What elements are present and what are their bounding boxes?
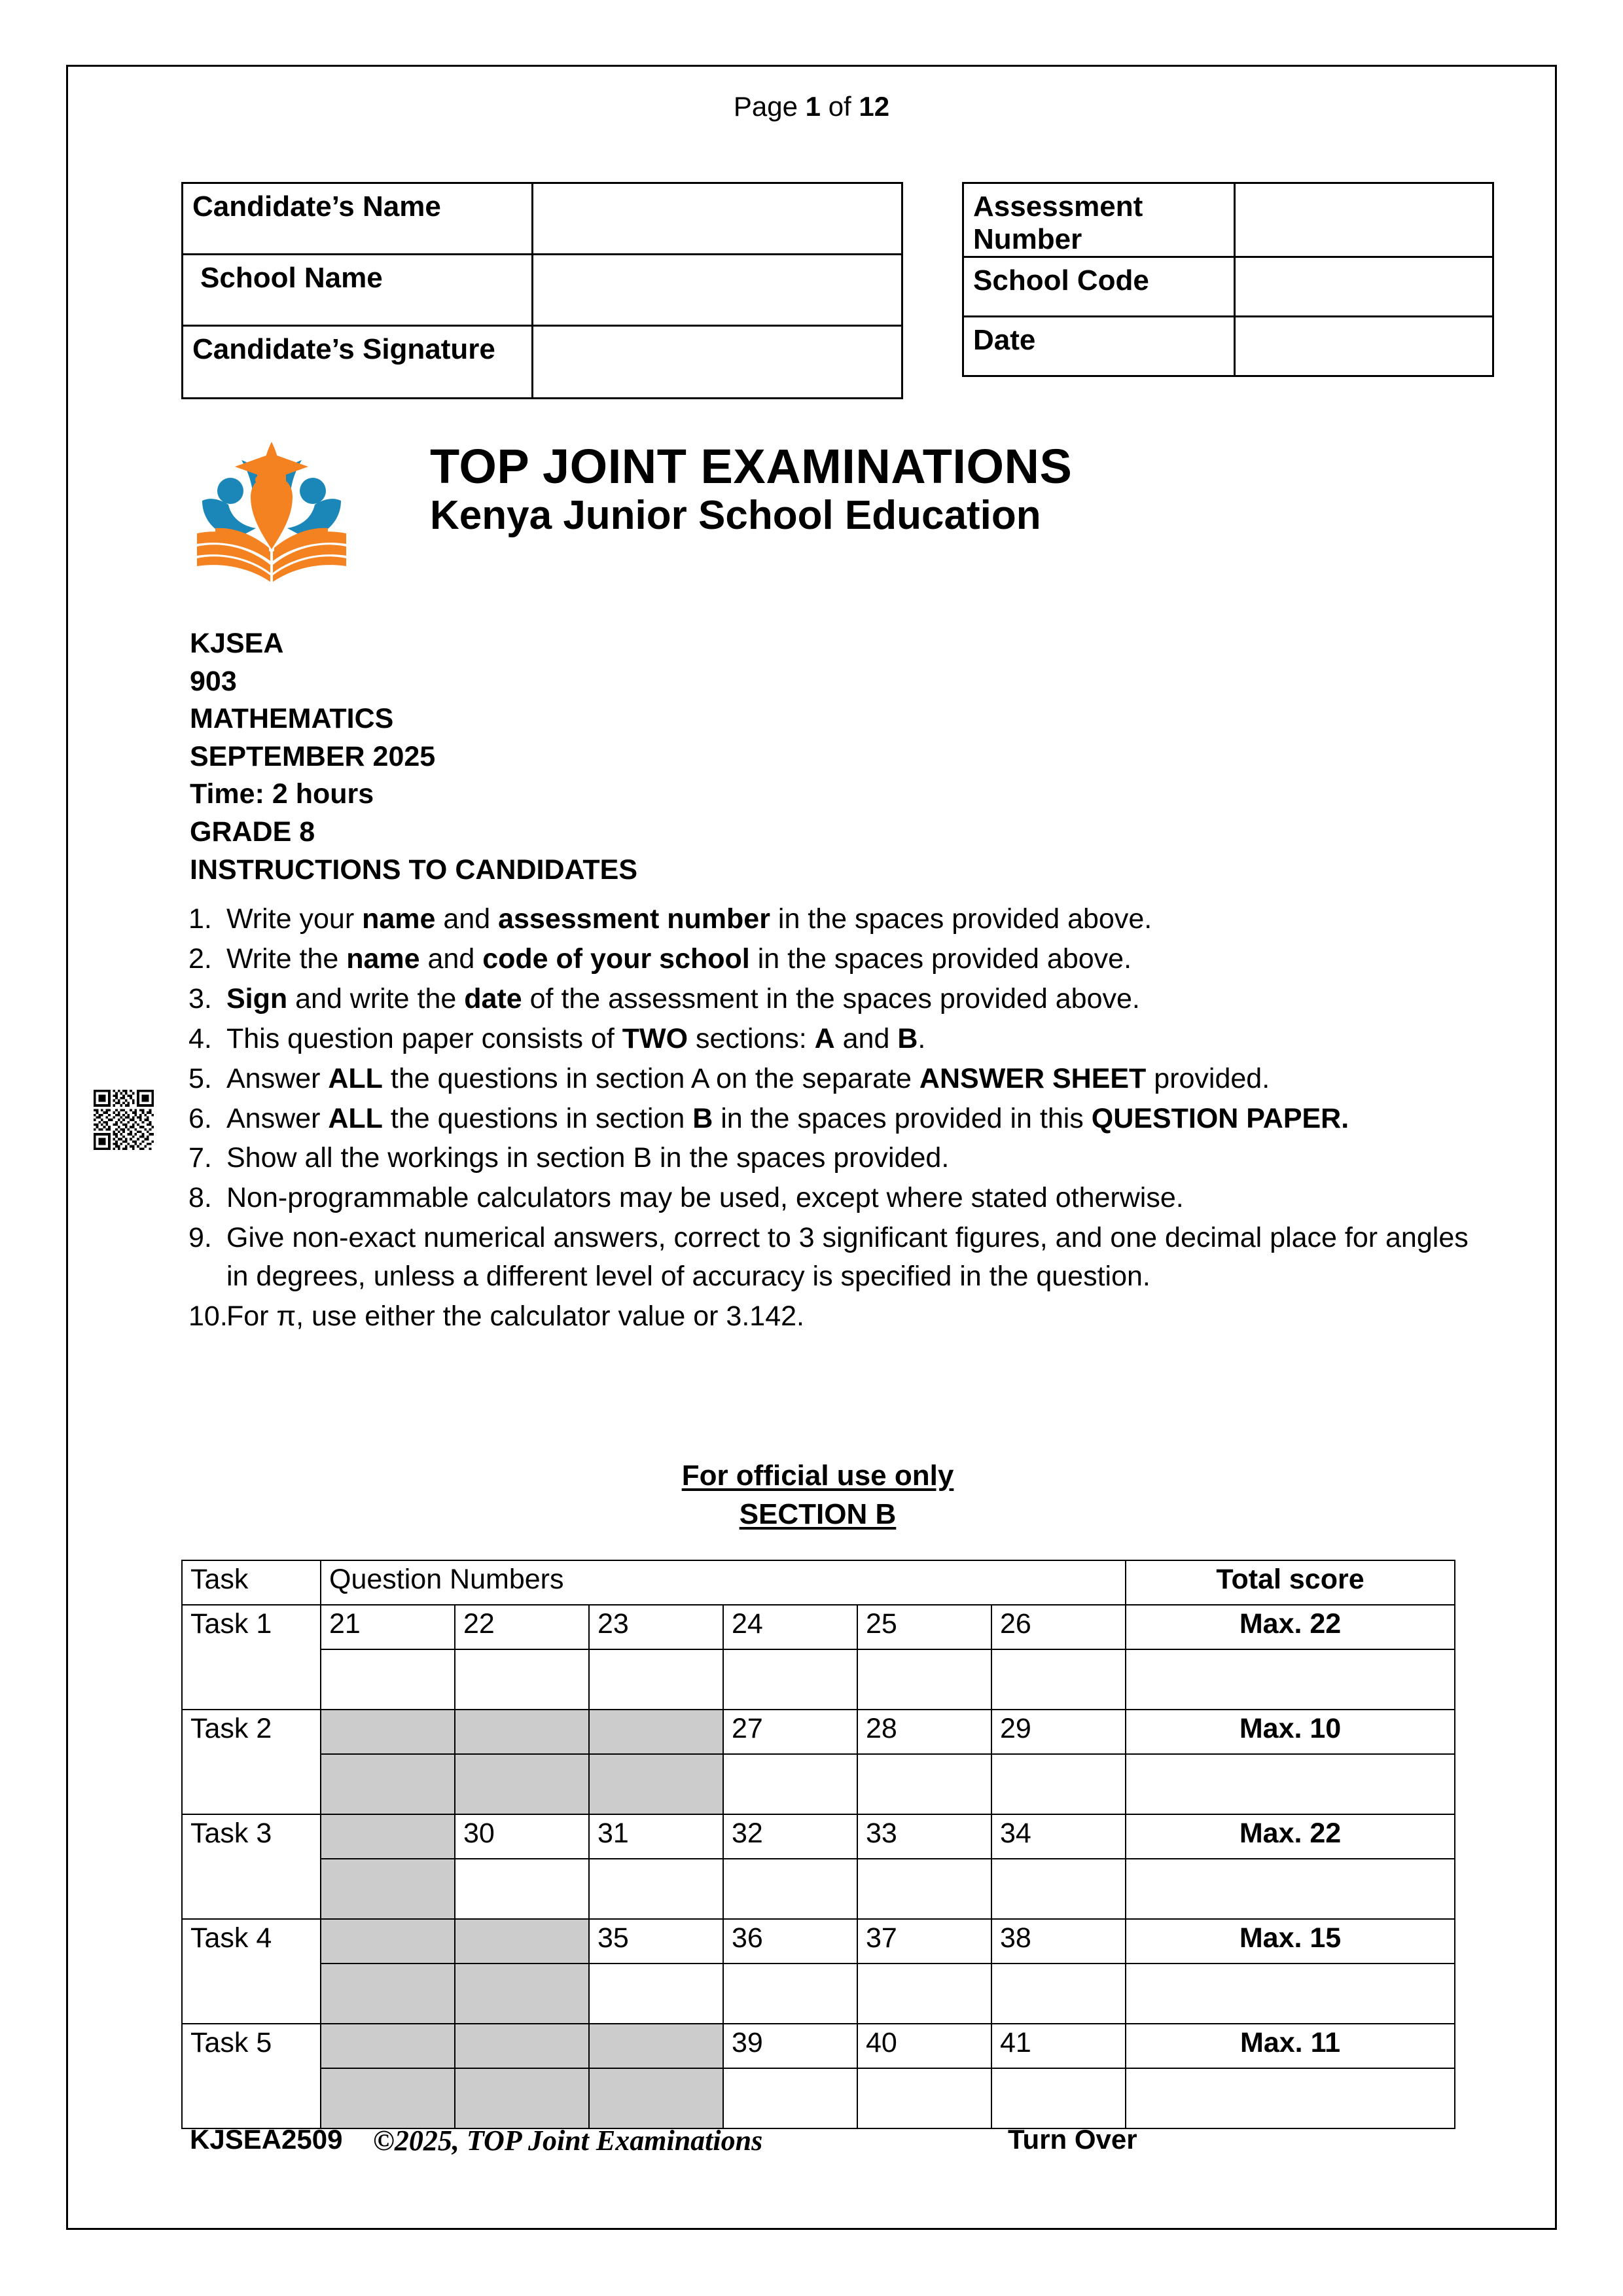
instruction-text: Answer ALL the questions in section A on the separate ANSWER SHEET provided.: [226, 1062, 1270, 1094]
score-entry-row: [182, 2068, 1455, 2128]
score-entry-cell[interactable]: [321, 1649, 455, 1710]
question-number-cell: 25: [857, 1605, 991, 1649]
score-entry-row: [182, 1859, 1455, 1919]
assessment-identity-table: [962, 182, 1494, 377]
footer-turn-over: Turn Over: [1008, 2124, 1137, 2155]
question-number-cell: 22: [455, 1605, 589, 1649]
score-entry-cell[interactable]: [723, 2068, 857, 2128]
question-number-cell: 23: [589, 1605, 723, 1649]
score-entry-cell[interactable]: [991, 1964, 1126, 2024]
question-number-cell: 28: [857, 1710, 991, 1754]
shaded-cell: [455, 2024, 589, 2068]
instruction-text: Give non-exact numerical answers, correct to 3 significant figures, and one decimal place for angles in degrees, unless a different level of accuracy is specified in the question.: [226, 1222, 1469, 1293]
question-number-cell: 41: [991, 2024, 1126, 2068]
shaded-cell: [589, 2068, 723, 2128]
table-row: [182, 1605, 1455, 1649]
section-b-marks-table: [181, 1560, 1455, 2129]
exam-body-code: KJSEA: [190, 628, 284, 659]
instruction-number: 5.: [188, 1062, 212, 1094]
top-joint-examinations-logo: [193, 437, 350, 587]
brand-text-block: [430, 440, 1072, 538]
shaded-cell: [455, 2068, 589, 2128]
footer-copyright: ©2025, TOP Joint Examinations: [373, 2125, 763, 2157]
shaded-cell: [455, 1919, 589, 1964]
task-max-score: Max. 22: [1126, 1605, 1455, 1649]
table-header-row: [182, 1560, 1455, 1605]
header-question-numbers: Question Numbers: [321, 1560, 1126, 1605]
score-entry-row: [182, 1964, 1455, 2024]
header-task: Task: [182, 1560, 321, 1605]
header-total-score: Total score: [1126, 1560, 1455, 1605]
table-row: [183, 255, 902, 326]
question-number-cell: 37: [857, 1919, 991, 1964]
score-entry-cell[interactable]: [991, 1859, 1126, 1919]
task-total-entry-cell[interactable]: [1126, 2068, 1455, 2128]
shaded-cell: [589, 1754, 723, 1814]
question-number-cell: 29: [991, 1710, 1126, 1754]
candidate-identity-table: [181, 182, 903, 399]
instruction-text: This question paper consists of TWO sections: A and B.: [226, 1022, 926, 1054]
instructions-list: [188, 900, 1471, 1337]
organization-subtitle: Kenya Junior School Education: [430, 492, 1041, 538]
page-label: Page: [733, 91, 798, 122]
question-number-cell: 38: [991, 1919, 1126, 1964]
task-label: Task 3: [182, 1814, 321, 1919]
shaded-cell: [321, 1754, 455, 1814]
instructions-heading: INSTRUCTIONS TO CANDIDATES: [190, 853, 638, 886]
task-total-entry-cell[interactable]: [1126, 1649, 1455, 1710]
instruction-item-7: [188, 1139, 1471, 1177]
instruction-item-4: [188, 1020, 1471, 1058]
task-label: Task 5: [182, 2024, 321, 2128]
table-row: [182, 1919, 1455, 1964]
question-number-cell: 40: [857, 2024, 991, 2068]
table-row: [182, 1814, 1455, 1859]
exam-brand-header: [181, 435, 1359, 599]
table-row: [963, 183, 1493, 257]
shaded-cell: [455, 1964, 589, 2024]
section-b-label: SECTION B: [739, 1498, 897, 1531]
instruction-number: 1.: [188, 903, 212, 935]
score-entry-cell[interactable]: [455, 1649, 589, 1710]
instruction-text: Non-programmable calculators may be used, except where stated otherwise.: [226, 1182, 1184, 1214]
footer-paper-code: KJSEA2509: [190, 2124, 343, 2155]
score-entry-row: [182, 1754, 1455, 1814]
instruction-text: For π, use either the calculator value or 3.142.: [226, 1300, 804, 1333]
date-label: Date: [963, 317, 1235, 376]
table-row: [183, 183, 902, 255]
exam-session: SEPTEMBER 2025: [190, 740, 436, 772]
instruction-item-1: [188, 900, 1471, 939]
subject-name: MATHEMATICS: [190, 703, 394, 735]
shaded-cell: [589, 1710, 723, 1754]
shaded-cell: [321, 1919, 455, 1964]
shaded-cell: [321, 1710, 455, 1754]
question-number-cell: 36: [723, 1919, 857, 1964]
table-row: [183, 326, 902, 399]
assessment-number-field[interactable]: [1235, 183, 1493, 257]
assessment-number-label: Assessment Number: [963, 183, 1235, 257]
score-entry-cell[interactable]: [589, 1649, 723, 1710]
task-max-score: Max. 10: [1126, 1710, 1455, 1754]
task-max-score: Max. 22: [1126, 1814, 1455, 1859]
task-label: Task 4: [182, 1919, 321, 2024]
school-code-label: School Code: [963, 257, 1235, 317]
page-of: of: [828, 91, 851, 122]
score-entry-cell[interactable]: [991, 1754, 1126, 1814]
candidate-name-field[interactable]: [533, 183, 902, 255]
question-number-cell: 24: [723, 1605, 857, 1649]
exam-metadata-block: [190, 625, 637, 889]
instruction-number: 10.: [188, 1300, 228, 1333]
instruction-number: 2.: [188, 942, 212, 975]
instruction-text: Write the name and code of your school in the spaces provided above.: [226, 942, 1132, 975]
shaded-cell: [321, 1859, 455, 1919]
instruction-item-8: [188, 1179, 1471, 1217]
official-use-label: For official use only: [681, 1460, 954, 1492]
task-max-score: Max. 15: [1126, 1919, 1455, 1964]
question-number-cell: 30: [455, 1814, 589, 1859]
question-number-cell: 21: [321, 1605, 455, 1649]
instruction-number: 8.: [188, 1182, 212, 1214]
school-name-field[interactable]: [533, 255, 902, 326]
task-total-entry-cell[interactable]: [1126, 1964, 1455, 2024]
organization-title: TOP JOINT EXAMINATIONS: [430, 439, 1073, 493]
question-number-cell: 35: [589, 1919, 723, 1964]
page-number-header: [66, 92, 1557, 122]
candidate-name-label: Candidate’s Name: [183, 183, 533, 255]
question-number-cell: 34: [991, 1814, 1126, 1859]
shaded-cell: [589, 2024, 723, 2068]
instruction-item-3: [188, 980, 1471, 1018]
instruction-item-10: [188, 1297, 1471, 1336]
table-row: [182, 2024, 1455, 2068]
question-number-cell: 33: [857, 1814, 991, 1859]
score-entry-cell[interactable]: [723, 1964, 857, 2024]
score-entry-cell[interactable]: [857, 1649, 991, 1710]
score-entry-cell[interactable]: [857, 2068, 991, 2128]
instruction-item-6: [188, 1100, 1471, 1138]
instruction-text: Show all the workings in section B in the spaces provided.: [226, 1142, 950, 1174]
score-entry-cell[interactable]: [857, 1964, 991, 2024]
question-number-cell: 27: [723, 1710, 857, 1754]
score-entry-cell[interactable]: [723, 1754, 857, 1814]
shaded-cell: [455, 1710, 589, 1754]
table-row: [963, 257, 1493, 317]
instruction-text: Write your name and assessment number in the spaces provided above.: [226, 903, 1152, 935]
candidate-signature-label: Candidate’s Signature: [183, 326, 533, 399]
task-max-score: Max. 11: [1126, 2024, 1455, 2068]
instruction-number: 3.: [188, 982, 212, 1014]
official-use-headings: [181, 1456, 1454, 1534]
exam-grade: GRADE 8: [190, 816, 315, 848]
score-entry-cell[interactable]: [455, 1859, 589, 1919]
exam-duration: Time: 2 hours: [190, 778, 374, 810]
question-number-cell: 39: [723, 2024, 857, 2068]
shaded-cell: [321, 1814, 455, 1859]
school-code-field[interactable]: [1235, 257, 1493, 317]
instruction-number: 7.: [188, 1142, 212, 1174]
task-total-entry-cell[interactable]: [1126, 1859, 1455, 1919]
shaded-cell: [321, 2068, 455, 2128]
score-entry-cell[interactable]: [723, 1649, 857, 1710]
school-name-label: School Name: [183, 255, 533, 326]
question-number-cell: 31: [589, 1814, 723, 1859]
page-total: 12: [859, 91, 890, 122]
score-entry-cell[interactable]: [857, 1859, 991, 1919]
score-entry-cell[interactable]: [857, 1754, 991, 1814]
candidate-signature-field[interactable]: [533, 326, 902, 399]
instruction-item-9: [188, 1219, 1471, 1296]
table-row: [963, 317, 1493, 376]
instruction-item-2: [188, 940, 1471, 978]
question-number-cell: 32: [723, 1814, 857, 1859]
instruction-number: 6.: [188, 1102, 212, 1134]
shaded-cell: [455, 1754, 589, 1814]
paper-code: 903: [190, 665, 237, 697]
task-label: Task 2: [182, 1710, 321, 1814]
score-entry-cell[interactable]: [723, 1859, 857, 1919]
table-row: [182, 1710, 1455, 1754]
score-entry-row: [182, 1649, 1455, 1710]
score-entry-cell[interactable]: [991, 2068, 1126, 2128]
question-number-cell: 26: [991, 1605, 1126, 1649]
instruction-number: 4.: [188, 1022, 212, 1054]
score-entry-cell[interactable]: [589, 1964, 723, 2024]
qr-code-icon: [94, 1090, 154, 1150]
page-current: 1: [805, 91, 821, 122]
shaded-cell: [321, 1964, 455, 2024]
task-label: Task 1: [182, 1605, 321, 1710]
instruction-text: Answer ALL the questions in section B in the spaces provided in this QUESTION PAPER.: [226, 1102, 1349, 1134]
score-entry-cell[interactable]: [991, 1649, 1126, 1710]
task-total-entry-cell[interactable]: [1126, 1754, 1455, 1814]
instruction-item-5: [188, 1060, 1471, 1098]
instruction-text: Sign and write the date of the assessment in the spaces provided above.: [226, 982, 1140, 1014]
score-entry-cell[interactable]: [589, 1859, 723, 1919]
date-field[interactable]: [1235, 317, 1493, 376]
shaded-cell: [321, 2024, 455, 2068]
instruction-number: 9.: [188, 1222, 212, 1254]
